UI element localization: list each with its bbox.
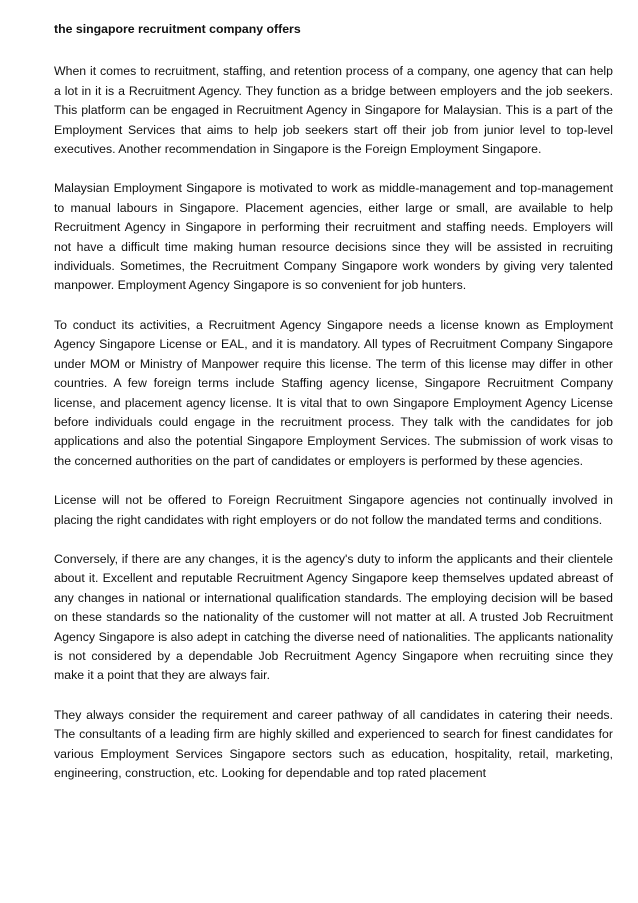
document-page xyxy=(54,20,613,803)
paragraph-6: They always consider the requirement and career pathway of all candidates in catering their needs. The consultants of a leading firm are highly skilled and experienced to search for finest candidates for various Employment Services Singapore sectors such as education, hospitality, retail, marketing, engineering, construction, etc. Looking for dependable and top rated placement xyxy=(54,707,613,780)
document-title: the singapore recruitment company offers xyxy=(54,22,301,36)
paragraph-1: When it comes to recruitment, staffing, and retention process of a company, one agency that can help a lot in it is a Recruitment Agency. They function as a bridge between employers and the job seekers. This platform can be engaged in Recruitment Agency in Singapore for Malaysian. This is a part of the Employment Services that aims to help job seekers start off their job from junior level to top-level executives. Another recommendation in Singapore is the Foreign Employment Singapore. xyxy=(54,64,613,157)
paragraph-5: Conversely, if there are any changes, it is the agency's duty to inform the applicants and their clientele about it. Excellent and reputable Recruitment Agency Singapore keep themselves updated abreast of any changes in national or international qualification standards. The employing decision will be based on these standards so the nationality of the customer will not matter at all. A trusted Job Recruitment Agency Singapore is also adept in catching the diverse need of nationalities. The applicants nationality is not considered by a dependable Job Recruitment Agency Singapore when recruiting since they make it a point that they are always fair. xyxy=(54,551,613,683)
paragraph-2: Malaysian Employment Singapore is motivated to work as middle-management and top-management to manual labours in Singapore. Placement agencies, either large or small, are available to help Recruitment Agency in Singapore in performing their recruitment and staffing needs. Employers will not have a difficult time making human resource decisions since they will be assisted in recruiting individuals. Sometimes, the Recruitment Company Singapore work wonders by giving very talented manpower. Employment Agency Singapore is so convenient for job hunters. xyxy=(54,181,613,293)
paragraph-3: To conduct its activities, a Recruitment Agency Singapore needs a license known as Employment Agency Singapore License or EAL, and it is mandatory. All types of Recruitment Company Singapore under MOM or Ministry of Manpower require this license. The term of this license may differ in other countries. A few foreign terms include Staffing agency license, Singapore Recruitment Company license, and placement agency license. It is vital that to own Singapore Employment Agency License before individuals could engage in the recruitment process. They talk with the candidates for job applications and also the potential Singapore Employment Services. The submission of work visas to the concerned authorities on the part of candidates or employers is performed by these agencies. xyxy=(54,317,613,468)
paragraph-4: License will not be offered to Foreign Recruitment Singapore agencies not continually involved in placing the right candidates with right employers or do not follow the mandated terms and conditions. xyxy=(54,493,613,527)
